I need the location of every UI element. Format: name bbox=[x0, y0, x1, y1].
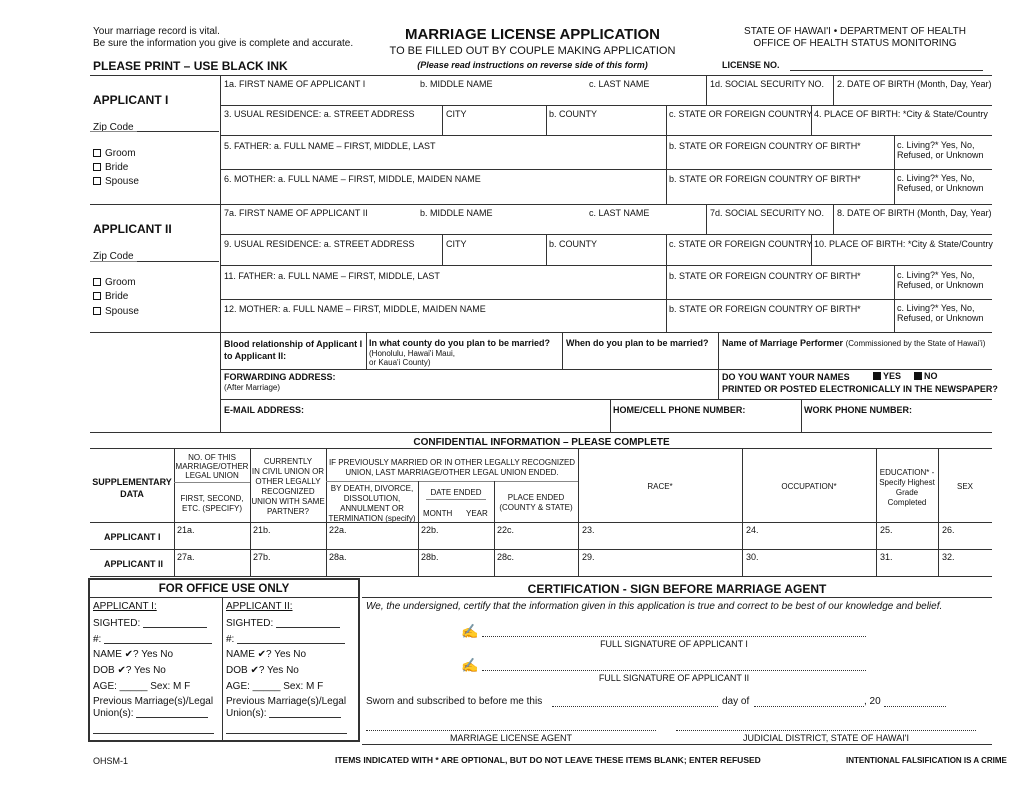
cell-32: 32. bbox=[942, 552, 955, 562]
instructions-note: (Please read instructions on reverse side of this form) bbox=[417, 60, 648, 70]
home-phone-label: HOME/CELL PHONE NUMBER: bbox=[613, 405, 746, 415]
cell-28c: 28c. bbox=[497, 552, 515, 562]
field-12c: c. Living?* Yes, No, Refused, or Unknown bbox=[897, 303, 984, 323]
field-7d: 7d. SOCIAL SECURITY NO. bbox=[710, 208, 825, 218]
district-label: JUDICIAL DISTRICT, STATE OF HAWAI'I bbox=[743, 733, 909, 743]
newspaper-question-1: DO YOU WANT YOUR NAMES bbox=[722, 372, 850, 382]
cell-27b: 27b. bbox=[253, 552, 271, 562]
checkbox-icon bbox=[93, 278, 101, 286]
cell-21b: 21b. bbox=[253, 525, 271, 535]
office-applicant-1-sighted[interactable]: SIGHTED: bbox=[93, 618, 207, 629]
falsification-warning: INTENTIONAL FALSIFICATION IS A CRIME bbox=[846, 756, 1007, 765]
col-race-header: RACE* bbox=[647, 482, 673, 491]
col-marriage-number-header: NO. OF THIS MARRIAGE/OTHER LEGAL UNION bbox=[175, 453, 249, 480]
blood-relationship-field: Blood relationship of Applicant I to Applicant II: bbox=[224, 339, 363, 361]
cell-28b: 28b. bbox=[421, 552, 439, 562]
work-phone-label: WORK PHONE NUMBER: bbox=[804, 405, 912, 415]
applicant-1-bride-option[interactable]: Bride bbox=[93, 162, 128, 173]
field-8: 8. DATE OF BIRTH (Month, Day, Year) bbox=[837, 208, 992, 218]
field-3-city: CITY bbox=[446, 109, 467, 119]
field-7b: b. MIDDLE NAME bbox=[420, 208, 493, 218]
applicant-2-zip-field[interactable] bbox=[137, 261, 219, 262]
form-id: OHSM-1 bbox=[93, 756, 129, 766]
field-9-county: b. COUNTY bbox=[549, 239, 598, 249]
pen-icon: ✍ bbox=[461, 623, 479, 639]
marriage-performer-field: Name of Marriage Performer (Commissioned by the State of Hawai'i) bbox=[722, 338, 986, 348]
applicant-2-groom-option[interactable]: Groom bbox=[93, 277, 136, 288]
signature-applicant-1-line[interactable] bbox=[482, 636, 866, 637]
field-11: 11. FATHER: a. FULL NAME – FIRST, MIDDLE, LAST bbox=[224, 271, 440, 281]
cell-31: 31. bbox=[880, 552, 893, 562]
supp-row-applicant-2-label: APPLICANT II bbox=[104, 559, 164, 569]
applicant-1-groom-option[interactable]: Groom bbox=[93, 148, 136, 159]
certification-statement: We, the undersigned, certify that the information given in this application is true and correct to be best of our knowledge and belief. bbox=[366, 601, 943, 612]
office-applicant-1-name-check: NAME ✔? Yes No bbox=[93, 649, 174, 660]
applicant-1-zip-field[interactable] bbox=[137, 131, 219, 132]
col-previous-union-header: IF PREVIOUSLY MARRIED OR IN OTHER LEGALLY RECOGNIZED UNION, LAST MARRIAGE/OTHER LEGAL UNION ENDED. bbox=[328, 458, 576, 477]
office-applicant-2-sighted[interactable]: SIGHTED: bbox=[226, 618, 340, 629]
agent-label: MARRIAGE LICENSE AGENT bbox=[449, 733, 573, 743]
intro-line-1: Your marriage record is vital. bbox=[93, 26, 220, 37]
optional-items-note: ITEMS INDICATED WITH * ARE OPTIONAL, BUT DO NOT LEAVE THESE ITEMS BLANK; ENTER REFUSED bbox=[335, 755, 761, 765]
agency-line-2: OFFICE OF HEALTH STATUS MONITORING bbox=[753, 38, 957, 49]
col-year-header: YEAR bbox=[466, 509, 488, 518]
office-applicant-1-number[interactable]: #: bbox=[93, 634, 212, 645]
email-label: E-MAIL ADDRESS: bbox=[224, 405, 305, 415]
field-5c: c. Living?* Yes, No, Refused, or Unknown bbox=[897, 140, 984, 160]
field-9-city: CITY bbox=[446, 239, 467, 249]
col-sex-header: SEX bbox=[956, 482, 973, 491]
applicant-1-zip-label: Zip Code bbox=[93, 122, 134, 133]
applicant-2-spouse-option[interactable]: Spouse bbox=[93, 306, 139, 317]
office-applicant-2-dob-check: DOB ✔? Yes No bbox=[226, 665, 299, 676]
certification-title: CERTIFICATION - SIGN BEFORE MARRIAGE AGENT bbox=[527, 582, 827, 596]
col-civil-union-header: CURRENTLY IN CIVIL UNION OR OTHER LEGALLY RECOGNIZED UNION WITH SAME PARTNER? bbox=[251, 457, 325, 516]
office-applicant-2-number[interactable]: #: bbox=[226, 634, 345, 645]
forwarding-address-note: (After Marriage) bbox=[224, 383, 281, 392]
signature-applicant-1-label: FULL SIGNATURE OF APPLICANT I bbox=[600, 639, 748, 649]
office-applicant-2-name-check: NAME ✔? Yes No bbox=[226, 649, 307, 660]
cell-25: 25. bbox=[880, 525, 893, 535]
office-applicant-1-previous[interactable]: Previous Marriage(s)/Legal Union(s): bbox=[93, 696, 214, 719]
supp-row-applicant-1-label: APPLICANT I bbox=[104, 532, 161, 542]
sworn-year-prefix: , 20 bbox=[864, 696, 881, 707]
office-applicant-1-label: APPLICANT I: bbox=[93, 601, 157, 612]
checkbox-icon bbox=[93, 292, 101, 300]
field-12: 12. MOTHER: a. FULL NAME – FIRST, MIDDLE, MAIDEN NAME bbox=[224, 304, 486, 314]
field-7a: 7a. FIRST NAME OF APPLICANT II bbox=[224, 208, 368, 218]
field-6c: c. Living?* Yes, No, Refused, or Unknown bbox=[897, 173, 984, 193]
field-6b: b. STATE OR FOREIGN COUNTRY OF BIRTH* bbox=[669, 174, 861, 184]
field-5b: b. STATE OR FOREIGN COUNTRY OF BIRTH* bbox=[669, 141, 861, 151]
checkbox-icon bbox=[93, 307, 101, 315]
pen-icon: ✍ bbox=[461, 657, 479, 673]
cell-22a: 22a. bbox=[329, 525, 347, 535]
cell-22b: 22b. bbox=[421, 525, 439, 535]
col-month-header: MONTH bbox=[423, 509, 453, 518]
office-applicant-2-age: AGE: _____ Sex: M F bbox=[226, 681, 324, 692]
cell-22c: 22c. bbox=[497, 525, 515, 535]
applicant-1-title: APPLICANT I bbox=[93, 93, 169, 107]
marriage-county-hint: (Honolulu, Hawai'i Maui, or Kaua'i County) bbox=[369, 349, 456, 367]
applicant-1-spouse-option[interactable]: Spouse bbox=[93, 176, 139, 187]
confidential-title: CONFIDENTIAL INFORMATION – PLEASE COMPLETE bbox=[413, 437, 670, 448]
field-10: 10. PLACE OF BIRTH: *City & State/Country bbox=[814, 239, 993, 249]
license-no-label: LICENSE NO. bbox=[722, 60, 780, 70]
signature-applicant-2-line[interactable] bbox=[482, 670, 866, 671]
applicant-2-zip-label: Zip Code bbox=[93, 251, 134, 262]
cell-27a: 27a. bbox=[177, 552, 195, 562]
sworn-month-field[interactable] bbox=[754, 706, 864, 707]
field-1b: b. MIDDLE NAME bbox=[420, 79, 493, 89]
field-7c: c. LAST NAME bbox=[589, 208, 650, 218]
field-3: 3. USUAL RESIDENCE: a. STREET ADDRESS bbox=[224, 109, 415, 119]
col-marriage-number-hint: FIRST, SECOND, ETC. (SPECIFY) bbox=[180, 494, 244, 513]
agency-line-1: STATE OF HAWAI'I • DEPARTMENT OF HEALTH bbox=[744, 26, 966, 37]
forwarding-address-label: FORWARDING ADDRESS: bbox=[224, 372, 336, 382]
field-11c: c. Living?* Yes, No, Refused, or Unknown bbox=[897, 270, 984, 290]
col-place-ended-header: PLACE ENDED (COUNTY & STATE) bbox=[499, 493, 573, 512]
intro-line-2: Be sure the information you give is complete and accurate. bbox=[93, 38, 354, 49]
newspaper-no-option[interactable]: NO bbox=[914, 371, 938, 381]
cell-21a: 21a. bbox=[177, 525, 195, 535]
form-subtitle: TO BE FILLED OUT BY COUPLE MAKING APPLICATION bbox=[389, 45, 676, 57]
sworn-day-field[interactable] bbox=[552, 706, 718, 707]
cell-23: 23. bbox=[582, 525, 595, 535]
cell-29: 29. bbox=[582, 552, 595, 562]
office-applicant-1-dob-check: DOB ✔? Yes No bbox=[93, 665, 166, 676]
print-note: PLEASE PRINT – USE BLACK INK bbox=[93, 59, 288, 73]
field-3-state: c. STATE OR FOREIGN COUNTRY bbox=[669, 109, 813, 119]
sworn-year-field[interactable] bbox=[884, 706, 946, 707]
col-date-ended-header: DATE ENDED bbox=[430, 488, 482, 497]
district-line[interactable] bbox=[676, 730, 976, 731]
newspaper-yes-option[interactable]: YES bbox=[873, 371, 901, 381]
field-12b: b. STATE OR FOREIGN COUNTRY OF BIRTH* bbox=[669, 304, 861, 314]
field-1c: c. LAST NAME bbox=[589, 79, 650, 89]
field-2: 2. DATE OF BIRTH (Month, Day, Year) bbox=[837, 79, 992, 89]
form-title: MARRIAGE LICENSE APPLICATION bbox=[404, 26, 660, 43]
checkbox-icon bbox=[873, 372, 881, 380]
cell-28a: 28a. bbox=[329, 552, 347, 562]
applicant-2-title: APPLICANT II bbox=[93, 222, 172, 236]
field-11b: b. STATE OR FOREIGN COUNTRY OF BIRTH* bbox=[669, 271, 861, 281]
sworn-statement: Sworn and subscribed to before me this bbox=[366, 696, 543, 707]
newspaper-question-2: PRINTED OR POSTED ELECTRONICALLY IN THE NEWSPAPER? bbox=[722, 384, 998, 394]
col-ended-by-header: BY DEATH, DIVORCE, DISSOLUTION, ANNULMENT OR TERMINATION (specify) bbox=[328, 484, 416, 523]
field-6: 6. MOTHER: a. FULL NAME – FIRST, MIDDLE, MAIDEN NAME bbox=[224, 174, 481, 184]
office-use-title: FOR OFFICE USE ONLY bbox=[158, 583, 290, 595]
field-1a: 1a. FIRST NAME OF APPLICANT I bbox=[224, 79, 366, 89]
field-9-state: c. STATE OR FOREIGN COUNTRY bbox=[669, 239, 813, 249]
field-5: 5. FATHER: a. FULL NAME – FIRST, MIDDLE, LAST bbox=[224, 141, 436, 151]
checkbox-icon bbox=[914, 372, 922, 380]
checkbox-icon bbox=[93, 149, 101, 157]
cell-26: 26. bbox=[942, 525, 955, 535]
col-occupation-header: OCCUPATION* bbox=[781, 482, 837, 491]
applicant-2-bride-option[interactable]: Bride bbox=[93, 291, 128, 302]
office-applicant-2-previous[interactable]: Previous Marriage(s)/Legal Union(s): bbox=[226, 696, 347, 719]
marriage-date-question: When do you plan to be married? bbox=[566, 338, 709, 348]
license-no-field[interactable] bbox=[790, 70, 983, 71]
field-3-county: b. COUNTY bbox=[549, 109, 598, 119]
field-1d: 1d. SOCIAL SECURITY NO. bbox=[710, 79, 825, 89]
marriage-county-question: In what county do you plan to be married? bbox=[369, 338, 551, 348]
supplementary-data-label: SUPPLEMENTARY DATA bbox=[92, 477, 172, 499]
sworn-day-of: day of bbox=[722, 696, 750, 707]
field-4: 4. PLACE OF BIRTH: *City & State/Country bbox=[814, 109, 988, 119]
checkbox-icon bbox=[93, 163, 101, 171]
checkbox-icon bbox=[93, 177, 101, 185]
cell-24: 24. bbox=[746, 525, 759, 535]
office-applicant-2-label: APPLICANT II: bbox=[226, 601, 293, 612]
office-applicant-1-age: AGE: _____ Sex: M F bbox=[93, 681, 191, 692]
agent-signature-line[interactable] bbox=[366, 730, 656, 731]
cell-30: 30. bbox=[746, 552, 759, 562]
field-9: 9. USUAL RESIDENCE: a. STREET ADDRESS bbox=[224, 239, 415, 249]
col-education-header: EDUCATION* - Specify Highest Grade Completed bbox=[879, 468, 935, 507]
signature-applicant-2-label: FULL SIGNATURE OF APPLICANT II bbox=[598, 673, 750, 683]
